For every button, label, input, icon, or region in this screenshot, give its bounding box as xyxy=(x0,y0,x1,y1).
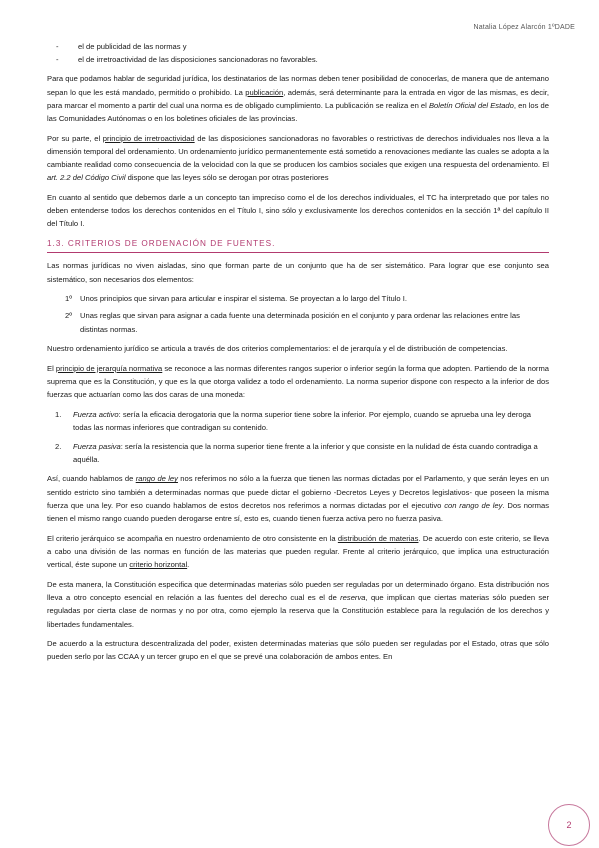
paragraph-irretroactividad: Por su parte, el principio de irretroactividad de las disposiciones sancionadoras no favorables o restrictivas de derechos individuales nos lleva a la dimensión temporal del ordenamiento. Un ordenamiento jurídico permanentemente está sometido a renovaciones mediante las cuales se adopta a la cambiante realidad como consecuencia de la velocidad con la que se producen los cambios sociales que exigen una respuesta del ordenamiento. El art. 2.2 del Código Civil dispone que las leyes sólo se derogan por otras posteriores xyxy=(47,133,549,183)
bullet-marker: - xyxy=(56,42,59,51)
term-criterio-horizontal: criterio horizontal xyxy=(129,560,188,570)
list-item xyxy=(56,53,549,66)
term-con-rango-de-ley: con rango de ley xyxy=(444,500,503,510)
list-item: 1º Unos principios que sirvan para articular e inspirar el sistema. Se proyectan a lo largo del Título I. xyxy=(65,294,407,304)
paragraph-jerarquia: El principio de jerarquía normativa se reconoce a las normas diferentes rangos superior o inferior según la forma que adopten. Partiendo de la norma suprema que es la Constitución, y que es la que otorga validez a todo el ordenamiento. La norma superior dispone con respecto a la inferior de dos fuerzas que actuarían como las dos caras de una moneda: xyxy=(47,363,549,399)
paragraph-descentralizada: De acuerdo a la estructura descentralizada del poder, existen determinadas materias que sólo pueden ser reguladas por el Estado, otras que sólo pueden serlo por las CCAA y un tercer grupo en el que se prevé una colaboración de ambos entes. En xyxy=(47,639,549,662)
list-item: 2º Unas reglas que sirvan para asignar a cada fuente una determinada posición en el conjunto y para ordenar las relaciones entre las distintas normas. xyxy=(65,311,520,334)
document-body xyxy=(47,40,549,670)
paragraph-publicidad: Para que podamos hablar de seguridad jurídica, los destinatarios de las normas deben tener posibilidad de conocerlas, de manera que de antemano sepan lo que les está mandado, permitido o prohibido. La publicación, además, será determinante para la entrada en vigor de las mismas, es decir, para marcar el momento a partir del cual una norma es de obligado cumplimiento. La publicación se realiza en el Boletín Oficial del Estado, en los de las Comunidades Autónomas o en los boletines oficiales de las provincias. xyxy=(47,74,549,124)
bullet-text: el de publicidad de las normas y xyxy=(78,42,187,51)
term-publicacion: publicación xyxy=(245,87,284,97)
list-item: 2. Fuerza pasiva: sería la resistencia que la norma superior tiene frente a la inferior y que consiste en la nulidad de ésta cuando contradiga a aquélla. xyxy=(55,442,538,465)
page-number: 2 xyxy=(566,820,572,830)
paragraph-criterios: Nuestro ordenamiento jurídico se articula a través de dos criterios complementarios: el de jerarquía y el de distribución de competencias. xyxy=(47,343,508,353)
paragraph-derechos: En cuanto al sentido que debemos darle a un concepto tan impreciso como el de los derechos individuales, el TC ha interpretado que por tales no deben entenderse todos los derechos contenidos en el Título I, sino sólo y exclusivamente los derechos contenidos en la sección 1ª del capítulo II del Título I. xyxy=(47,193,549,229)
term-irretroactividad: principio de irretroactividad xyxy=(102,133,195,143)
section-title: 1.3. CRITERIOS DE ORDENACIÓN DE FUENTES. xyxy=(47,237,549,253)
term-fuerza-pasiva: Fuerza pasiva xyxy=(73,442,121,452)
bullet-marker: - xyxy=(56,55,59,65)
paragraph-rango-ley: Así, cuando hablamos de rango de ley nos referimos no sólo a la fuerza que tienen las normas dictadas por el Parlamento, y que serán leyes en un sentido estricto sino también a determinadas normas que puede dictar el gobierno -Decretos Leyes y Decretos legislativos- que poseen la misma fuerza que una ley. Por eso cuando hablamos de estos decretos nos referimos a normas dictadas por el ejecutivo con rango de ley. Dos normas tienen el mismo rango cuando pueden derogarse entre sí, esto es, cuando tienen fuerza activa pero no fuerza pasiva. xyxy=(47,474,550,524)
list-item xyxy=(56,40,549,53)
term-codigo-civil: art. 2.2 del Código Civil xyxy=(47,173,126,183)
paragraph-distribucion: El criterio jerárquico se acompaña en nuestro ordenamiento de otro consistente en la distribución de materias. De acuerdo con este criterio, se lleva a cabo una división de las normas en función de las materias que pueden regular. Frente al criterio jerárquico, que implica una estructuración vertical, éste supone un criterio horizontal. xyxy=(47,533,549,570)
term-distribucion-materias: distribución de materias xyxy=(337,533,419,543)
term-fuerza-activa: Fuerza activo xyxy=(73,409,119,419)
paragraph-normas: Las normas jurídicas no viven aisladas, sino que forman parte de un conjunto que ha de ser sistemático. Para lograr que ese conjunto sea sistemático, son necesarios dos elementos: xyxy=(47,261,549,284)
term-rango-de-ley: rango de ley xyxy=(135,474,178,484)
paragraph-reserva: De esta manera, la Constitución especifica que determinadas materias sólo pueden ser reguladas por un determinado órgano. Esta distribución nos lleva a otro concepto esencial en relación a las fuentes del derecho cual es el de reserva, que implican que ciertas materias sólo pueden ser reguladas por cierta clase de normas y no por otra, como ejemplo la reserva que la Constitución establece para la regulación de los derechos y libertades fundamentales. xyxy=(47,579,549,629)
page-header-author: Natalia López Alarcón 1ºDADE xyxy=(473,24,575,31)
page-number-badge xyxy=(548,804,590,846)
list-item: 1. Fuerza activo: sería la eficacia derogatoria que la norma superior tiene sobre la inferior. Por ejemplo, cuando se aprueba una ley deroga todas las normas inferiores que contradigan su contenido. xyxy=(55,409,532,432)
bullet-text: el de irretroactividad de las disposiciones sancionadoras no favorables. xyxy=(78,55,318,65)
term-jerarquia: principio de jerarquía normativa xyxy=(55,363,163,373)
term-boe: Boletín Oficial del Estado xyxy=(428,100,514,110)
term-reserva: reserva xyxy=(340,593,366,603)
